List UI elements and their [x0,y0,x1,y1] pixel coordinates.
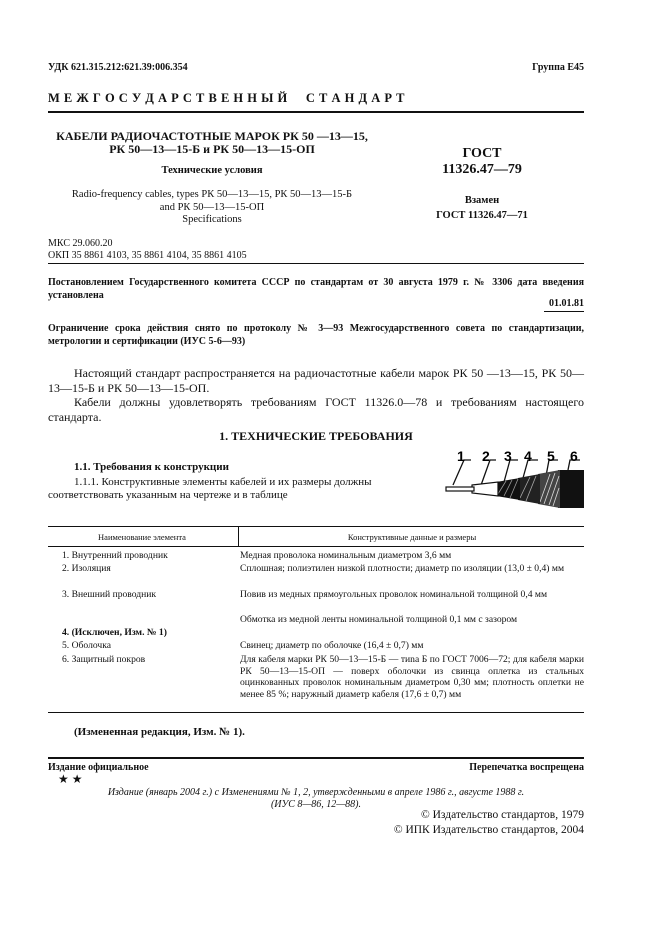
table-header-data: Конструктивные данные и размеры [347,532,477,542]
codes-rule [48,263,584,264]
footer-rule [48,757,584,759]
title-line-1: КАБЕЛИ РАДИОЧАСТОТНЫЕ МАРОК РК 50 —13—15, [56,129,368,143]
table-bottom-rule [48,712,584,713]
table-row [48,589,584,627]
date-underline [544,311,584,312]
amended-note: (Измененная редакция, Изм. № 1). [74,726,245,738]
edition-note-1: Издание (январь 2004 г.) с Изменениями № 1, 2, утвержденными в апреле 1986 г., августе 1988 г. [107,787,525,798]
table-cell-element: 6. Защитный покров [62,654,146,665]
title-subtitle: Технические условия [161,165,263,176]
table-row [48,640,584,654]
cable-cross-section-diagram [430,446,585,518]
diagram-label-5: 5 [547,448,555,464]
replaces-number: ГОСТ 11326.47—71 [436,210,528,221]
title-en-line-1: Radio-frequency cables, types РК 50—13—15, РК 50—13—15-Б [71,189,353,200]
title-line-2: РК 50—13—15-Б и РК 50—13—15-ОП [109,142,315,156]
table-row [48,654,584,714]
standard-banner: М Е Ж Г О С У Д А Р С Т В Е Н Н Ы Й С Т А Н Д А Р Т [48,91,405,105]
title-en-line-3: Specifications [182,214,242,225]
copyright-1979: © Издательство стандартов, 1979 [420,809,584,821]
gost-label: ГОСТ [462,146,502,161]
header-rule [48,111,584,113]
section-title: 1. ТЕХНИЧЕСКИЕ ТРЕБОВАНИЯ [219,429,413,443]
group-code: Группа Е45 [532,62,584,73]
copyright-2004: © ИПК Издательство стандартов, 2004 [393,824,584,836]
table-row [48,563,584,589]
table-cell-data: Для кабеля марки РК 50—13—15-Б — тиnа Б по ГОСТ 7006—72; для кабеля марки РК 50—13—15-ОП — поверх оболочки из свинца оплетка из стальных оцинкованных проволок номинальным диаметром 0,30 мм; плотность оплетки не менее 85 %; наружный диаметр кабеля (17,6 ± 0,7) мм [240,654,584,700]
table-top-rule [48,526,584,527]
replaces-label: Взамен [464,195,500,206]
table-cell-element: 4. (Исключен, Изм. № 1) [62,627,167,638]
limitation-text: Ограничение срока действия снято по протоколу № 3—93 Межгосударственного совета по стандартизации, метрологии и сертификации (ИУС 5-6—93) [48,323,584,347]
reprint-prohibited: Перепечатка воспрещена [469,762,584,773]
paragraph-scope: Настоящий стандарт распространяется на радиочастотные кабели марок РК 50 —13—15, РК 50—13—15-Б и РК 50—13—15-ОП. [48,366,584,395]
table-header-element: Наименование элемента [98,532,186,542]
table-body [48,550,584,714]
diagram-label-1: 1 [457,448,465,464]
table-cell-data: Медная проволока номинальным диаметром 3,6 мм [240,550,452,561]
table-cell-data: Свинец; диаметр по оболочке (16,4 ± 0,7) мм [240,640,424,651]
table-cell-data-extra: Обмотка из медной ленты номинальной толщиной 0,1 мм с зазором [240,614,518,625]
diagram-label-3: 3 [504,448,512,464]
diagram-label-2: 2 [482,448,490,464]
table-row [48,550,584,563]
table-row [48,627,584,640]
subsection-text: 1.1.1. Конструктивные элементы кабелей и их размеры должны соответствовать указанным на чертеже и в таблице [48,476,372,501]
subsection-title: 1.1. Требования к конструкции [74,461,229,473]
mks-code: МКС 29.060.20 [48,238,113,249]
table-cell-element: 2. Изоляция [62,563,111,574]
table-header-rule [48,546,584,547]
table-cell-element: 3. Внешний проводник [62,589,157,600]
table-cell-element: 1. Внутренний проводник [62,550,168,561]
table-cell-data: Повив из медных прямоугольных проволок номинальной толщиной 0,4 мм [240,589,548,600]
table-header-divider [238,526,239,546]
stars: ★ ★ [58,772,83,786]
title-en-line-2: and РК 50—13—15-ОП [159,202,265,213]
gost-number: 11326.47—79 [442,162,522,177]
paragraph-requirements: Кабели должны удовлетворять требованиям ГОСТ 11326.0—78 и требованиям настоящего стандарта. [48,395,584,424]
diagram-label-6: 6 [570,448,578,464]
table-cell-data: Сплошная; полиэтилен низкой плотности; диаметр по изоляции (13,0 ± 0,4) мм [240,563,565,574]
introduction-date: 01.01.81 [549,298,584,309]
official-edition: Издание официальное [48,762,149,773]
udk-code: УДК 621.315.212:621.39:006.354 [48,62,188,73]
table-cell-element: 5. Оболочка [62,640,112,651]
diagram-label-4: 4 [524,448,532,464]
decree-text: Постановлением Государственного комитета СССР по стандартам от 30 августа 1979 г. № 3306 дата введения установлена [48,277,584,301]
okp-code: ОКП 35 8861 4103, 35 8861 4104, 35 8861 4105 [48,250,247,261]
edition-note-2: (ИУС 8—86, 12—88). [270,799,362,810]
